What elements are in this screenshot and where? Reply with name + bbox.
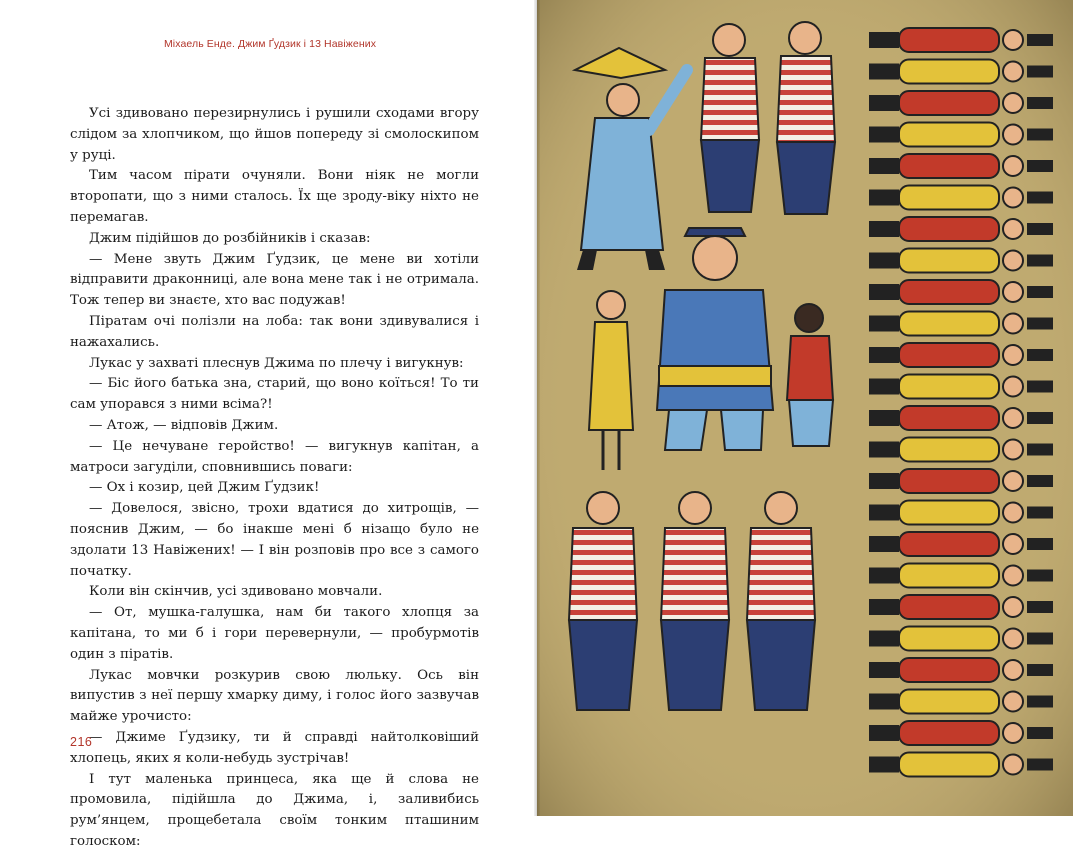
paragraph: Усі здивовано перезирнулись і рушили сходами вгору слідом за хлопчиком, що йшов попереду зі смолоскипом у руці. xyxy=(70,106,479,163)
book-gutter xyxy=(534,0,540,816)
body-text xyxy=(70,104,479,853)
paragraph: — Це нечуване геройство! — вигукнув капітан, а матроси загуділи, сповнившись поваги: xyxy=(70,438,479,475)
pirates-illustration xyxy=(537,0,1073,816)
paragraph: — Біс його батька зна, старий, що воно коїться! То ти сам упорався з ними всіма?! xyxy=(70,376,479,413)
illustration-page xyxy=(537,0,1073,816)
running-head: Міхаель Енде. Джим Ґудзик і 13 Навіжених xyxy=(163,38,377,50)
paragraph: Коли він скінчив, усі здивовано мовчали. xyxy=(89,584,383,600)
paragraph: Лукас у захваті плеснув Джима по плечу і вигукнув: xyxy=(89,355,464,371)
paragraph: Джим підійшов до розбійників і сказав: xyxy=(89,230,371,246)
paragraph: — Атож, — відповів Джим. xyxy=(89,417,279,433)
paragraph: — От, мушка-галушка, нам би такого хлопця за капітана, то ми б і гори перевернули, — пробурмотів один з піратів. xyxy=(70,605,479,662)
paragraph: — Мене звуть Джим Ґудзик, це мене ви хотіли відправити драконниці, але вона мене так і не отримала. Тож тепер ви знаєте, хто вас подужав! xyxy=(70,251,479,309)
page-number: 216 xyxy=(70,735,93,749)
paragraph: І тут маленька принцеса, яка ще й слова не промовила, підійшла до Джима, і, заливибись рум’янцем, прощебетала своїм тонким пташиним голоском: xyxy=(70,771,479,849)
paragraph: — Джиме Ґудзику, ти й справді найтолковіший хлопець, яких я коли-небудь зустрічав! xyxy=(70,729,479,766)
paragraph: Тим часом пірати очуняли. Вони ніяк не могли второпати, що з ними сталось. Їх ще зроду-віку ніхто не перемагав. xyxy=(70,168,479,225)
left-page xyxy=(0,0,537,849)
paragraph: Піратам очі полізли на лоба: так вони здивувалися і нажахались. xyxy=(70,313,479,350)
paragraph: — Довелося, звісно, трохи вдатися до хитрощів, — пояснив Джим, — бо інакше мені б нізащо було не здолати 13 Навіжених! — І він розповів про все з самого початку. xyxy=(70,501,479,579)
paragraph: Лукас мовчки розкурив свою люльку. Ось він випустив з неї першу хмарку диму, і голос його зазвучав майже урочисто: xyxy=(70,667,479,725)
paragraph: — Ох і козир, цей Джим Ґудзик! xyxy=(89,480,320,496)
